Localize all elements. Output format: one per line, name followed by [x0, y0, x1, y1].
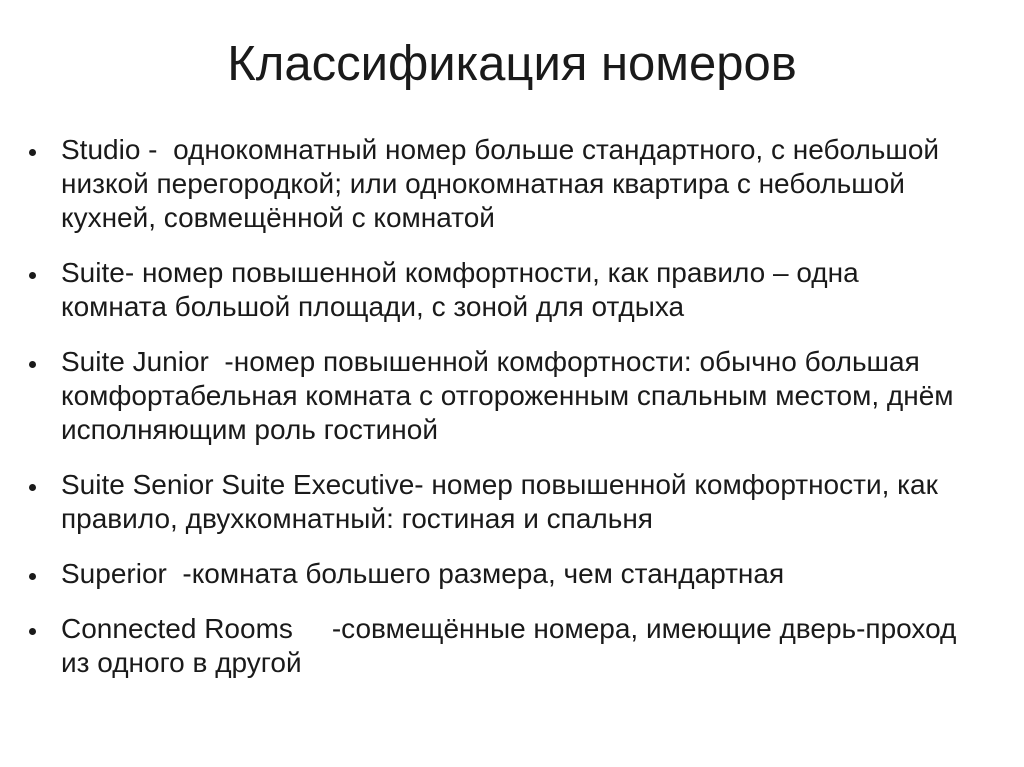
item-term: Suite Senior Suite Executive-	[61, 469, 424, 500]
bullet-dot-icon	[29, 149, 36, 156]
bullet-dot-icon	[29, 484, 36, 491]
bullet-dot-icon	[29, 628, 36, 635]
list-item-studio	[0, 133, 1024, 235]
slide-title: Классификация номеров	[227, 37, 797, 91]
item-term: Connected Rooms	[61, 613, 325, 644]
bullet-dot-icon	[29, 361, 36, 368]
item-description: -комната большего размера, чем стандартная	[182, 558, 785, 589]
item-term: Suite-	[61, 257, 135, 288]
item-description: однокомнатный номер больше стандартного, с небольшой низкой перегородкой; или однокомнатная квартира с небольшой кухней, совмещённой с комнатой	[61, 134, 940, 233]
item-description: номер повышенной комфортности, как правило – одна комната большой площади, с зоной для отдыха	[61, 257, 859, 322]
list-item-connected-rooms	[0, 612, 1024, 680]
list-item-suite	[0, 256, 1024, 324]
bullet-dot-icon	[29, 573, 36, 580]
item-term: Studio -	[61, 134, 166, 165]
item-term: Superior	[61, 558, 175, 589]
bullet-dot-icon	[29, 272, 36, 279]
room-classification-list	[0, 133, 1024, 701]
item-description: -совмещённые номера, имеющие дверь-проход из одного в другой	[61, 613, 957, 678]
list-item-suite-junior	[0, 345, 1024, 447]
item-description: номер повышенной комфортности, как правило, двухкомнатный: гостиная и спальня	[61, 469, 938, 534]
list-item-suite-senior	[0, 468, 1024, 536]
list-item-superior	[0, 557, 1024, 591]
item-description: -номер повышенной комфортности: обычно большая комфортабельная комната с отгороженным спальным местом, днём исполняющим роль гостиной	[61, 346, 954, 445]
item-term: Suite Junior	[61, 346, 217, 377]
